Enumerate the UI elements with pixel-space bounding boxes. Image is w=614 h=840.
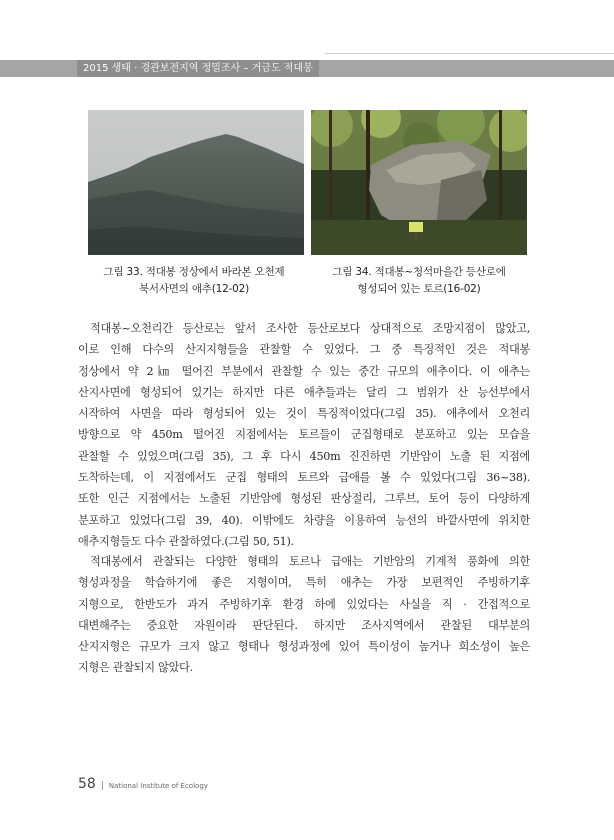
paragraph-line: 관찰할 수 있었으며(그림 35), 그 후 다시 450m 진진하면 기반암이 노출 된 지점에	[78, 449, 530, 463]
tor-rock-photo	[311, 110, 527, 255]
paragraph-line: 산지사면에 형성되어 있기는 하지만 다른 애추들과는 달리 그 범위가 산 능선부에서	[78, 385, 530, 399]
figure-33-photo	[88, 110, 304, 255]
paragraph-line: 형성과정을 학습하기에 좋은 지형이며, 특히 애추는 가장 보편적인 주빙하기후	[78, 576, 530, 590]
paragraph-line: 적대봉에서 관찰되는 다양한 형태의 토르나 급애는 기반암의 기계적 풍화에 의한	[90, 555, 530, 568]
body-paragraph-2	[78, 551, 530, 679]
paragraph-line: 산지지형은 규모가 크지 않고 형태나 형성과정에 있어 특이성이 높거나 희소성이 높은	[78, 640, 530, 654]
footer-institute: National Institute of Ecology	[108, 782, 208, 790]
figure-33-caption-line1: 그림 33. 적대봉 정상에서 바라본 오천제	[103, 266, 285, 278]
paragraph-line: 대변해주는 중요한 자원이라 판단된다. 하지만 조사지역에서 관찰된 대부분의	[78, 618, 530, 632]
paragraph-line: 방향으로 약 450m 떨어진 지점에서는 토르들이 군집형태로 분포하고 있는 모습을	[78, 428, 530, 442]
header-rule	[325, 53, 614, 54]
figure-34-caption-line1: 그림 34. 적대봉~청석마을간 등산로에	[332, 266, 506, 278]
paragraph-line: 분포하고 있었다(그림 39, 40). 이밖에도 차량을 이용하여 능선의 바깥사면에 위치한	[78, 513, 530, 527]
paragraph-line: 지형으로, 한반도가 과거 주빙하기후 환경 하에 있었다는 사실을 직 · 간접적으로	[78, 597, 530, 611]
figure-33-caption	[78, 264, 310, 298]
paragraph-line: 지형은 관찰되지 않았다.	[78, 661, 193, 675]
figure-34-photo	[311, 110, 527, 255]
paragraph-line: 애추지형들도 다수 관찰하였다.(그림 50, 51).	[78, 534, 294, 548]
paragraph-line: 이로 인해 다수의 산지지형들을 관찰할 수 있었다. 그 중 특징적인 것은 적대봉	[78, 343, 530, 357]
mountain-ridge-photo	[88, 110, 304, 255]
page-footer	[78, 776, 208, 796]
paragraph-line: 도착하는데, 이 지점에서도 군집 형태의 토르와 급애를 볼 수 있었다(그림 36~38).	[78, 471, 530, 485]
footer-separator: |	[100, 781, 104, 791]
body-paragraph-1	[78, 318, 530, 552]
paragraph-line: 정상에서 약 2㎞ 떨어진 부분에서 관찰할 수 있는 중간 규모의 애추이다. 이 애추는	[78, 364, 530, 378]
running-header-title: 2015 생태 · 경관보전지역 정밀조사 – 거금도 적대봉	[77, 60, 319, 77]
paragraph-line: 시작하여 사면을 따라 형성되어 있는 것이 특징적이었다(그림 35). 애추에서 오천리	[78, 407, 530, 421]
figure-34-caption	[306, 264, 532, 298]
figure-33-caption-line2: 북서사면의 애추(12-02)	[138, 283, 250, 295]
figure-34-caption-line2: 형성되어 있는 토르(16-02)	[357, 283, 481, 295]
paragraph-line: 적대봉~오천리간 등산로는 앞서 조사한 등산로보다 상대적으로 조망지점이 많았고,	[90, 322, 530, 335]
paragraph-line: 또한 인근 지점에서는 노출된 기반암에 형성된 판상절리, 그루브, 토어 등이 다양하게	[78, 492, 530, 506]
page-number: 58	[78, 776, 96, 792]
